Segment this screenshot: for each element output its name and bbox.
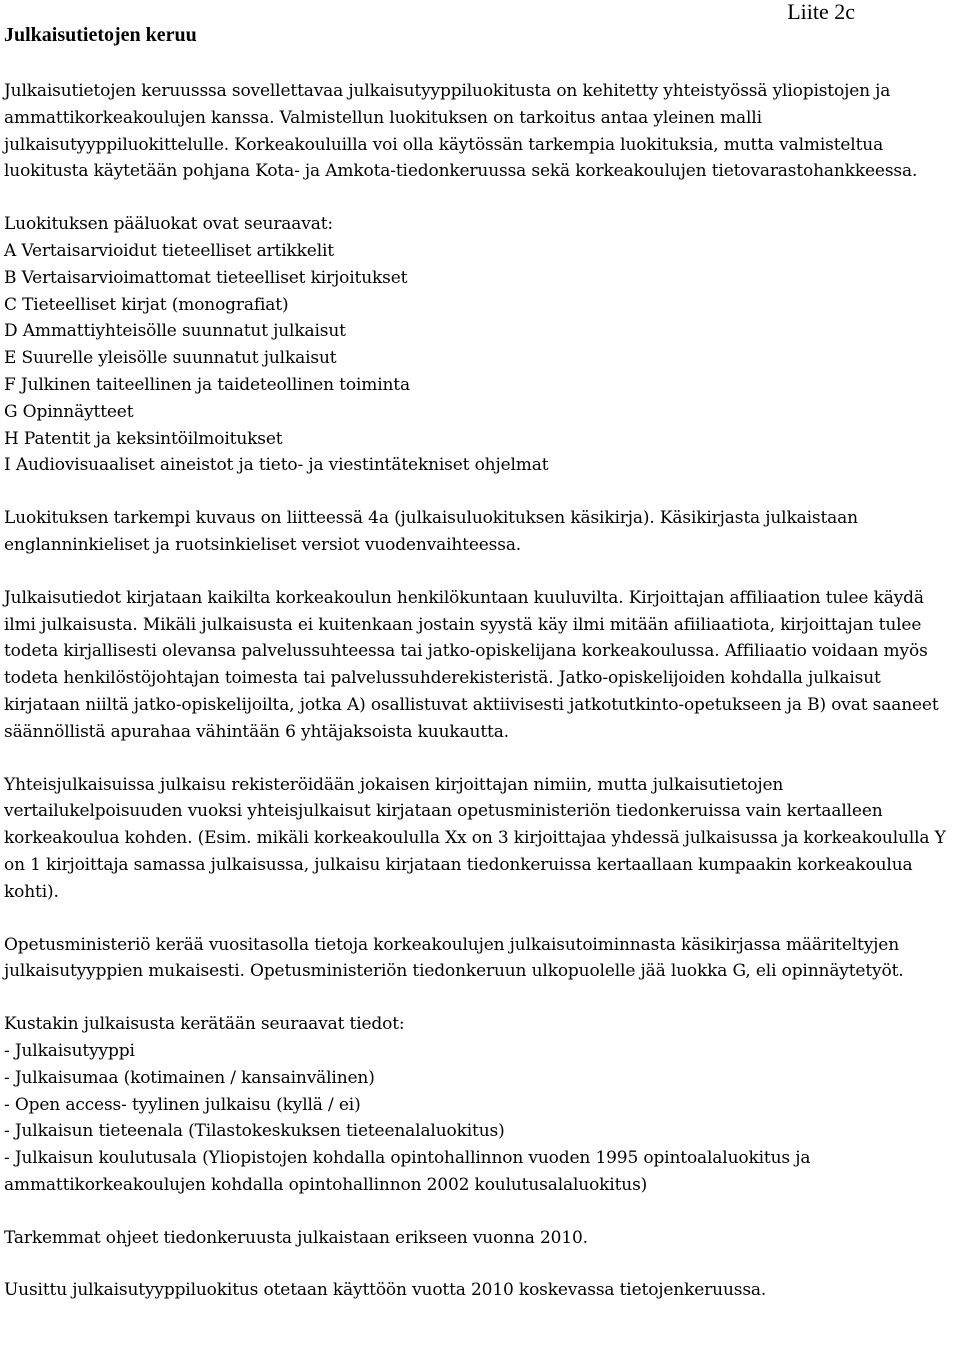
list-item: F Julkinen taiteellinen ja taideteollinen toiminta (4, 374, 410, 395)
affiliation-paragraph: Julkaisutiedot kirjataan kaikilta korkeakoulun henkilökuntaan kuuluvilta. Kirjoittajan affiliaation tulee käydä ilmi julkaisusta. Mikäli julkaisusta ei kuitenkaan jostain syystä käy ilmi mitään afiiliaatiota, kirjoittajan tulee todeta kirjallisesti olevansa palvelussuhteessa tai jatko-opiskelijana korkeakoulussa. Affiliaatio voidaan myös todeta henkilöstöjohtajan toimesta tai palvelussuhderekisteristä. Jatko-opiskelijoiden kohdalla julkaisut kirjataan niiltä jatko-opiskelijoilta, jotka A) osallistuvat aktiivisesti jatkotutkinto-opetukseen ja B) ovat saaneet säännöllistä apurahaa vähintään 6 yhtäjaksoista kuukautta. (4, 587, 939, 742)
document-body (4, 78, 959, 1304)
list-item: A Vertaisarvioidut tieteelliset artikkelit (4, 240, 334, 261)
list-item: - Julkaisun tieteenala (Tilastokeskuksen tieteenalaluokitus) (4, 1121, 505, 1142)
list-item: I Audiovisuaaliset aineistot ja tieto- ja viestintätekniset ohjelmat (4, 455, 549, 476)
list-item: C Tieteelliset kirjat (monografiat) (4, 294, 289, 315)
list-item: G Opinnäytteet (4, 401, 134, 422)
list-item: - Julkaisutyyppi (4, 1040, 135, 1061)
list-item: - Julkaisumaa (kotimainen / kansainvälinen) (4, 1067, 375, 1088)
page-title: Julkaisutietojen keruu (4, 24, 197, 46)
classes-intro: Luokituksen pääluokat ovat seuraavat: (4, 214, 333, 235)
ministry-paragraph: Opetusministeriö kerää vuositasolla tietoja korkeakoulujen julkaisutoiminnasta käsikirjassa määriteltyjen julkaisutyyppien mukaisesti. Opetusministeriön tiedonkeruun ulkopuolelle jää luokka G, eli opinnäytetyöt. (4, 934, 904, 982)
collected-intro: Kustakin julkaisusta kerätään seuraavat tiedot: (4, 1014, 405, 1035)
list-item: B Vertaisarvioimattomat tieteelliset kirjoitukset (4, 267, 408, 288)
new-classification-paragraph: Uusittu julkaisutyyppiluokitus otetaan käyttöön vuotta 2010 koskevassa tietojenkeruussa. (4, 1280, 767, 1301)
collected-fields-list (4, 1038, 959, 1199)
instructions-paragraph: Tarkemmat ohjeet tiedonkeruusta julkaistaan erikseen vuonna 2010. (4, 1227, 588, 1248)
list-item: E Suurelle yleisölle suunnatut julkaisut (4, 348, 337, 369)
list-item: - Open access- tyylinen julkaisu (kyllä / ei) (4, 1094, 361, 1115)
main-classes-list (4, 238, 959, 479)
detail-paragraph: Luokituksen tarkempi kuvaus on liitteessä 4a (julkaisuluokituksen käsikirja). Käsikirjasta julkaistaan englanninkieliset ja ruotsinkieliset versiot vuodenvaihteessa. (4, 508, 858, 555)
list-item: D Ammattiyhteisölle suunnatut julkaisut (4, 321, 346, 342)
appendix-label: Liite 2c (787, 0, 855, 24)
list-item: H Patentit ja keksintöilmoitukset (4, 428, 283, 449)
intro-paragraph: Julkaisutietojen keruusssa sovellettavaa julkaisutyyppiluokitusta on kehitetty yhteistyössä yliopistojen ja ammattikorkeakoulujen kanssa. Valmistellun luokituksen on tarkoitus antaa yleinen malli julkaisutyyppiluokittelulle. Korkeakouluilla voi olla käytössän tarkempia luokituksia, mutta valmisteltua luokitusta käytetään pohjana Kota- ja Amkota-tiedonkeruussa sekä korkeakoulujen tietovarastohankkeessa. (4, 81, 918, 182)
list-item: - Julkaisun koulutusala (Yliopistojen kohdalla opintohallinnon vuoden 1995 opintoalaluokitus ja ammattikorkeakoulujen kohdalla opintohallinnon 2002 koulutusalaluokitus) (4, 1148, 811, 1195)
joint-publication-paragraph: Yhteisjulkaisuissa julkaisu rekisteröidään jokaisen kirjoittajan nimiin, mutta julkaisutietojen vertailukelpoisuuden vuoksi yhteisjulkaisut kirjataan opetusministeriön tiedonkeruissa vain kertaalleen korkeakoulua kohden. (Esim. mikäli korkeakoululla Xx on 3 kirjoittajaa yhdessä julkaisussa ja korkeakoululla Y on 1 kirjoittaja samassa julkaisussa, julkaisu kirjataan tiedonkeruissa kertaallaan kumpaakin korkeakoulua kohti). (4, 774, 946, 902)
